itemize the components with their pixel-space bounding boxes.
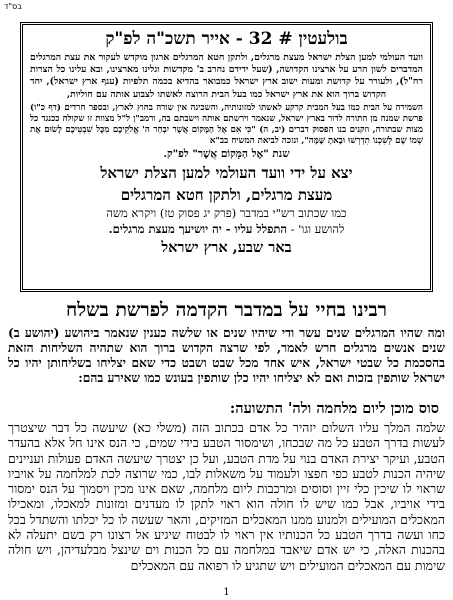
- bulletin-title: בולעטין # 32 - אייר תשכ"ה לפ"ק: [105, 29, 348, 49]
- verse-line: כמו שכתוב רש"י במדבר (פרק יג פסוק טז) ויקרא משה: [106, 205, 347, 220]
- section-heading: סוס מוכן ליום מלחמה ולה' התשועה:: [229, 400, 439, 417]
- article-title: רבינו בחיי על במדבר הקדמה לפרשת בשלח: [65, 299, 387, 321]
- prayer-line: [30, 221, 423, 237]
- intro-paragraph: ומה שהיו המרגלים שנים עשר ודי שיהיו שנים או שלשה כענין שנאמר ביהושע (יהושע ב) שנים אנשים מרגלים חרש לאמר, לפי שרצה הקדוש ברוך הוא שתהיה השליחות הזאת בהסכמת כל שבטי ישראל, איש אחד מכל שבט ושבט כדי שאם יצליחו בשליחותן יהיו כל ישראל שותפין בזכות ואם לא יצליחו יהיו כלן שותפין בעונש כמו שאירע בהם:: [8, 326, 445, 385]
- prayer-line-prefix: להושע וגו' -: [287, 221, 345, 236]
- organization-description: וועד העולמי למען הצלת ישראל מעצת מרגלים, ולתקן חטא המרגלים ארגון מוקדש לעקור את עצת המרגלים המדברים לשון הרע על ארצינו הקדושה, (שעל ידידם נחרב ב' מקדשות וגלינו מארצינו, ובא עלינו כל הצרות רח"ל), ולעורר על קדושת ומעות ישוב ארץ ישראל כמבואר בהדיא בכמה תלפיות (ענף ארץ ישראל), יחד הקדוש ברוך הוא את ארץ ישראל כמו בעל הבית הרוצה לאשתו לצבוע אותה עם חוליות,: [30, 52, 423, 100]
- corner-mark: בס"ד: [4, 2, 22, 11]
- organization-description-continued: השמירה על הבית כמו בעל המבית קרקע לאשתו למזונותיה, והשכינה אין שורה בחוץ לארץ, ובספר חרדים (דף כ"ו) פרשת שמנה מן התורה לדור בארץ ישראל, שנאמר וירשתם אותה וישבתם בה, ורמב"ן ל"ל מצוות זו שקולה ככנגד כל מצות שבתורה, וזקנים בנו הפסוק דברים (יב, ה) "כִּי אִם אֶל הַמָּקוֹם אֲשֶׁר יִבְחַר ה' אֱלֹקֵיכֶם מִכָּל שִׁבְטֵיכֶם לָשׂוּם אֶת שְׁמוֹ שָׁם לְשִׁכְנוֹ תִדְרְשׁוּ וּבָאתָ שָּׁמָּה", ונזכה לביאת המשיח בב"א: [30, 102, 423, 146]
- published-by-line: יצא על ידי וועד העולמי למען הצלת ישראל: [100, 163, 353, 182]
- body-paragraph: שלמה המלך עליו השלום יזהיר כל אדם בכתוב הזה (משלי כא) שיעשה כל דבר שיצטרך לעשות בדרך הטבע כל מה שבכחו, ושימסור הטבע בידי שמים, כי הנס אינו חל אלא בהעדר הטבע, ועיקר יצירת האדם בנוי על מדת הטבע, ועל כן יצטרך שיעשה האדם פעולות ועניינים שיהיה הכנות לטבע כפי חפצו ולעמוד על משאלות לבו, כמי שרוצה לכת למלחמה על אויביו שראוי לו שיכין כלי זיין וסוסים ומרכבות ליום מלחמה, שאם אינו מכין ויסמוך על הנס ימסור בידי אויביו, אבל כמו שיש לו חולה הוא ראוי לתקן לו מעדנים ומזונות למאכלו, ומאכילו המאכלים המועילים ולמנוע ממנו המאכלים המזיקים, והאר שעשה לו כל יכלתו והשתדל בכל כחו ועשה בדרך הטבע כל הכנותיו אין ראוי לו לבטוח שיגיע אל רצונו רק בשם יתעלה לא בהכנות האלה, כי יש אדם שיאבד במלחמה עם כל הכנות וים שינצל מבלעדיהן, ויש חולה שימות עם המאכלים המועילים ויש שתגיע לו רפואה עם המאכלים: [8, 420, 445, 573]
- bulletin-date-line: שנת "אֶל הַמָּקוֹם אֲשֶׁר" לפ"ק.: [163, 147, 290, 160]
- prayer-line-bold: התפלל עליו - יה יושיעך מעצת מרגלים.: [108, 221, 288, 236]
- page-number: 1: [223, 587, 230, 598]
- signature-location: באר שבע, ארץ ישראל: [161, 238, 292, 256]
- bulletin-box: [20, 22, 433, 292]
- published-by-line-2: מעצת מרגלים, ולתקן חטא המרגלים: [120, 185, 333, 204]
